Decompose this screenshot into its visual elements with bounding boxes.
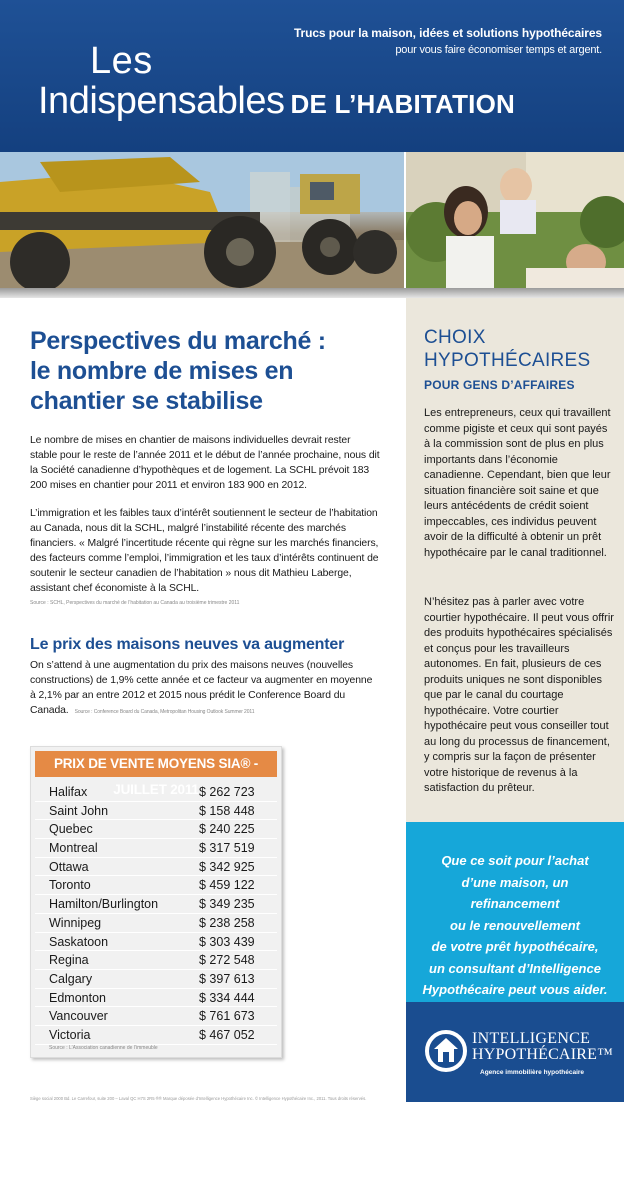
quote-line5: un consultant d’Intelligence xyxy=(429,960,601,976)
city-price: $ 397 613 xyxy=(199,971,255,986)
city-price: $ 158 448 xyxy=(199,803,255,818)
tagline-line1: Trucs pour la maison, idées et solutions hypothécaires xyxy=(293,26,602,40)
city-name: Edmonton xyxy=(49,990,106,1005)
quote-line2: d’une maison, un refinancement xyxy=(461,874,569,911)
city-name: Saint John xyxy=(49,803,109,818)
price-table-rows xyxy=(35,783,277,1045)
sidebar-paragraph-2: N’hésitez pas à parler avec votre courtier hypothécaire. Il peut vous offrir des produits hypothécaires spécialisés et conçus pour les travailleurs autonomes. En fait, plusieurs de ces produits uniques ne sont disponibles que par le canal du courtage hypothécaire. Votre courtier hypothécaire peut vous conseiller tout au long du processus de financement, y compris sur la façon de présenter votre historique de revenus à la satisfaction du prêteur. xyxy=(424,596,614,794)
sidebar-heading xyxy=(424,326,591,372)
table-row xyxy=(35,1026,277,1045)
article-paragraph-3 xyxy=(30,658,380,720)
headline-line2: le nombre de mises en xyxy=(30,357,294,385)
table-row xyxy=(35,970,277,989)
city-name: Halifax xyxy=(49,785,88,799)
price-table-title: PRIX DE VENTE MOYENS SIA® - JUILLET 2011 xyxy=(35,751,277,777)
city-name: Toronto xyxy=(49,878,91,893)
header-banner xyxy=(0,0,624,152)
table-row xyxy=(35,933,277,952)
city-name: Ottawa xyxy=(49,859,89,874)
city-price: $ 761 673 xyxy=(199,1009,255,1024)
construction-photo xyxy=(0,152,404,288)
city-name: Quebec xyxy=(49,822,93,837)
sidebar-heading-line2: HYPOTHÉCAIRES xyxy=(424,350,591,371)
table-row xyxy=(35,858,277,877)
source-note-1: Source : SCHL, Perspectives du marché de l’habitation au Canada au troisième trimestre 2011 xyxy=(30,600,240,606)
quote-line6: Hypothécaire peut vous aider. xyxy=(422,982,608,997)
city-name: Hamilton/Burlington xyxy=(49,897,159,912)
city-price: $ 262 723 xyxy=(199,785,255,799)
price-table xyxy=(30,746,282,1058)
city-name: Calgary xyxy=(49,971,93,986)
logo-text-line1: INTELLIGENCE xyxy=(472,1030,591,1047)
city-name: Montreal xyxy=(49,841,98,856)
quote-line3: ou le renouvellement xyxy=(449,917,581,933)
family-photo xyxy=(406,152,624,288)
quote-line1: Que ce soit pour l’achat xyxy=(441,853,589,868)
sidebar-logo-panel xyxy=(406,1002,624,1102)
family-illustration xyxy=(406,152,624,288)
city-price: $ 459 122 xyxy=(199,878,255,893)
city-price: $ 303 439 xyxy=(199,934,255,949)
table-row xyxy=(35,914,277,933)
table-row xyxy=(35,839,277,858)
city-price: $ 349 235 xyxy=(199,897,255,912)
sidebar-article xyxy=(406,298,624,822)
paragraph-3-text: On s’attend à une augmentation du prix des maisons neuves (nouvelles constructions) de 1,9% cette année et ce facteur va augmenter en moyenne à 2,1% par an entre 2012 et 2015 nous prédit le Conference Board du Canada. xyxy=(30,660,373,716)
title-habitation: DE L’HABITATION xyxy=(290,89,515,119)
article-headline xyxy=(30,326,390,416)
logo-text-line2: HYPOTHÉCAIRE™ xyxy=(472,1046,613,1063)
quote-line4: de votre prêt hypothécaire, xyxy=(431,939,599,954)
city-price: $ 334 444 xyxy=(199,990,255,1005)
banner-shadow xyxy=(0,288,624,298)
table-row xyxy=(35,876,277,895)
city-price: $ 272 548 xyxy=(199,953,255,968)
title-main xyxy=(38,80,515,123)
headline-line3: chantier se stabilise xyxy=(30,387,263,415)
city-name: Vancouver xyxy=(49,1009,108,1024)
table-row xyxy=(35,895,277,914)
sidebar-callout xyxy=(406,822,624,1002)
article-paragraph-2: L’immigration et les faibles taux d’intérêt soutiennent le secteur de l’habitation au Canada, nous dit la SCHL, malgré l’instabilité récente des marchés financiers. « Malgré l’incertitude récente qui règne sur les marchés financiers, des facteurs comme l’emploi, l’immigration et les taux d’intérêts continuent de soutenir le secteur canadien de l’habitation » nous dit Mathieu Laberge, assistant chef économiste à la SCHL. xyxy=(30,508,379,594)
city-price: $ 240 225 xyxy=(199,822,255,837)
sidebar-heading-line1: CHOIX xyxy=(424,327,486,348)
article-subheading: Le prix des maisons neuves va augmenter xyxy=(30,636,345,653)
tagline-line2: pour vous faire économiser temps et argent. xyxy=(395,44,602,56)
table-row xyxy=(35,820,277,839)
city-price: $ 467 052 xyxy=(199,1027,255,1042)
photo-banner xyxy=(0,152,624,288)
city-name: Victoria xyxy=(49,1027,91,1042)
city-name: Saskatoon xyxy=(49,934,109,949)
city-name: Winnipeg xyxy=(49,915,102,930)
city-name: Regina xyxy=(49,953,89,968)
table-row xyxy=(35,989,277,1008)
construction-illustration xyxy=(0,152,404,288)
table-row xyxy=(35,1007,277,1026)
house-logo-icon xyxy=(424,1029,468,1073)
article-paragraph-1: Le nombre de mises en chantier de maisons individuelles devrait rester stable pour le reste de l’année 2011 et le début de l’année prochaine, nous dit la Société canadienne d’hypothèques et de logement. La SCHL prévoit 183 200 mises en chantier pour 2011 et environ 183 900 en 2012. xyxy=(30,435,380,491)
city-price: $ 342 925 xyxy=(199,859,255,874)
tagline xyxy=(294,26,602,56)
sidebar-subheading: POUR GENS D’AFFAIRES xyxy=(424,378,575,392)
table-row xyxy=(35,783,277,802)
price-table-source: Source : L’Association canadienne de l’immeuble xyxy=(49,1045,158,1051)
city-price: $ 238 258 xyxy=(199,915,255,930)
table-row xyxy=(35,951,277,970)
title-les: Les xyxy=(90,40,153,82)
logo-tagline: Agence immobilière hypothécaire xyxy=(480,1069,585,1076)
callout-quote xyxy=(416,850,614,1001)
table-row xyxy=(35,802,277,821)
sidebar-paragraph-1: Les entrepreneurs, ceux qui travaillent comme pigiste et ceux qui sont payés à la commission sont de plus en plus importants dans l’économie canadienne. Cependant, bien que leur situation financière soit saine et que leurs antécédents de crédit soient impeccables, ces individus peuvent avoir de la difficulté à obtenir un prêt hypothécaire par le canal traditionnel. xyxy=(424,407,611,559)
city-price: $ 317 519 xyxy=(199,841,255,856)
source-note-2: Source : Conference Board du Canada, Metropolitan Housing Outlook Summer 2011 xyxy=(74,709,255,715)
headline-line1: Perspectives du marché : xyxy=(30,327,326,355)
title-indispensables: Indispensables xyxy=(38,80,285,122)
footer-legal-note: Siège social 2000 Bd. Le Carrefour, suite 200 – Laval QC H7S 2R5 ®® Marque déposée d’Intelligence Hypothécaire Inc. © Intelligence Hypothécaire Inc., 2011. Tous droits réservés. xyxy=(30,1096,367,1101)
